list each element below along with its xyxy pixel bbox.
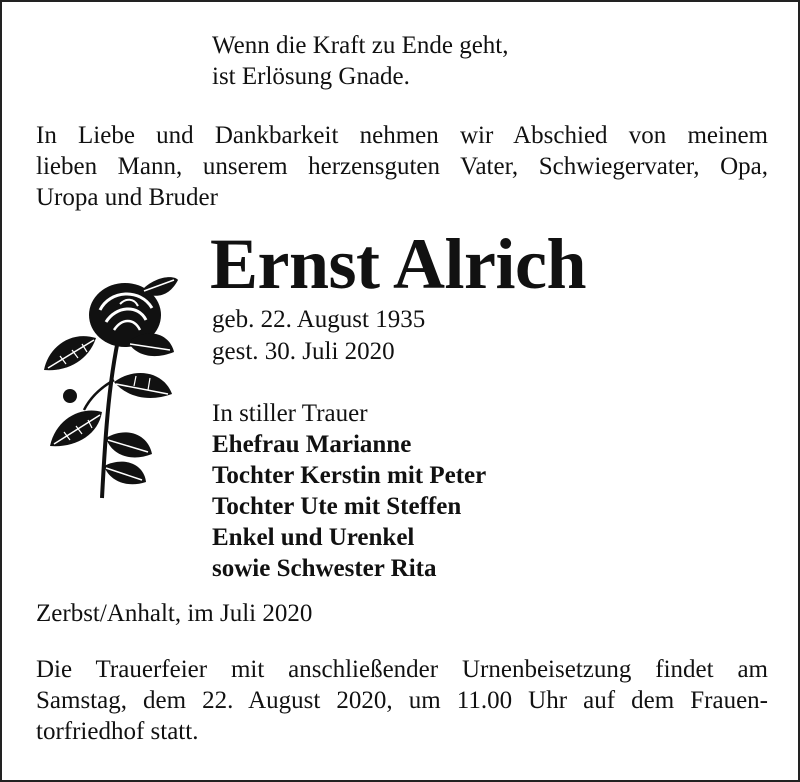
intro-text [36, 120, 768, 213]
mourner-name: Tochter Ute mit Steffen [212, 493, 462, 520]
death-date: gest. 30. Juli 2020 [212, 338, 395, 365]
service-line: torfriedhof statt. [36, 718, 199, 745]
life-dates [212, 304, 425, 368]
mourner-name: Tochter Kerstin mit Peter [212, 462, 487, 489]
rose-icon [40, 270, 180, 500]
intro-line: Uropa und Bruder [36, 184, 218, 211]
birth-date: geb. 22. August 1935 [212, 306, 426, 333]
deceased-name: Ernst Alrich [210, 224, 587, 304]
mourner-name: sowie Schwester Rita [212, 555, 437, 582]
mourners-block [212, 398, 486, 584]
mourner-name: Enkel und Urenkel [212, 524, 415, 551]
service-line: Samstag, dem 22. August 2020, um 11.00 Uhr auf dem Frauen- [36, 687, 768, 714]
place-date: Zerbst/Anhalt, im Juli 2020 [36, 600, 313, 627]
mourner-name: Ehefrau Marianne [212, 431, 412, 458]
intro-line: In Liebe und Dankbarkeit nehmen wir Abschied von meinem [36, 122, 768, 149]
verse [212, 30, 508, 92]
service-line: Die Trauerfeier mit anschließender Urnenbeisetzung findet am [36, 656, 768, 683]
verse-line: Wenn die Kraft zu Ende geht, [212, 32, 509, 59]
intro-line: lieben Mann, unserem herzensguten Vater, Schwiegervater, Opa, [36, 153, 768, 180]
verse-line: ist Erlösung Gnade. [212, 63, 410, 90]
service-info [36, 654, 768, 747]
mourners-heading: In stiller Trauer [212, 400, 368, 427]
